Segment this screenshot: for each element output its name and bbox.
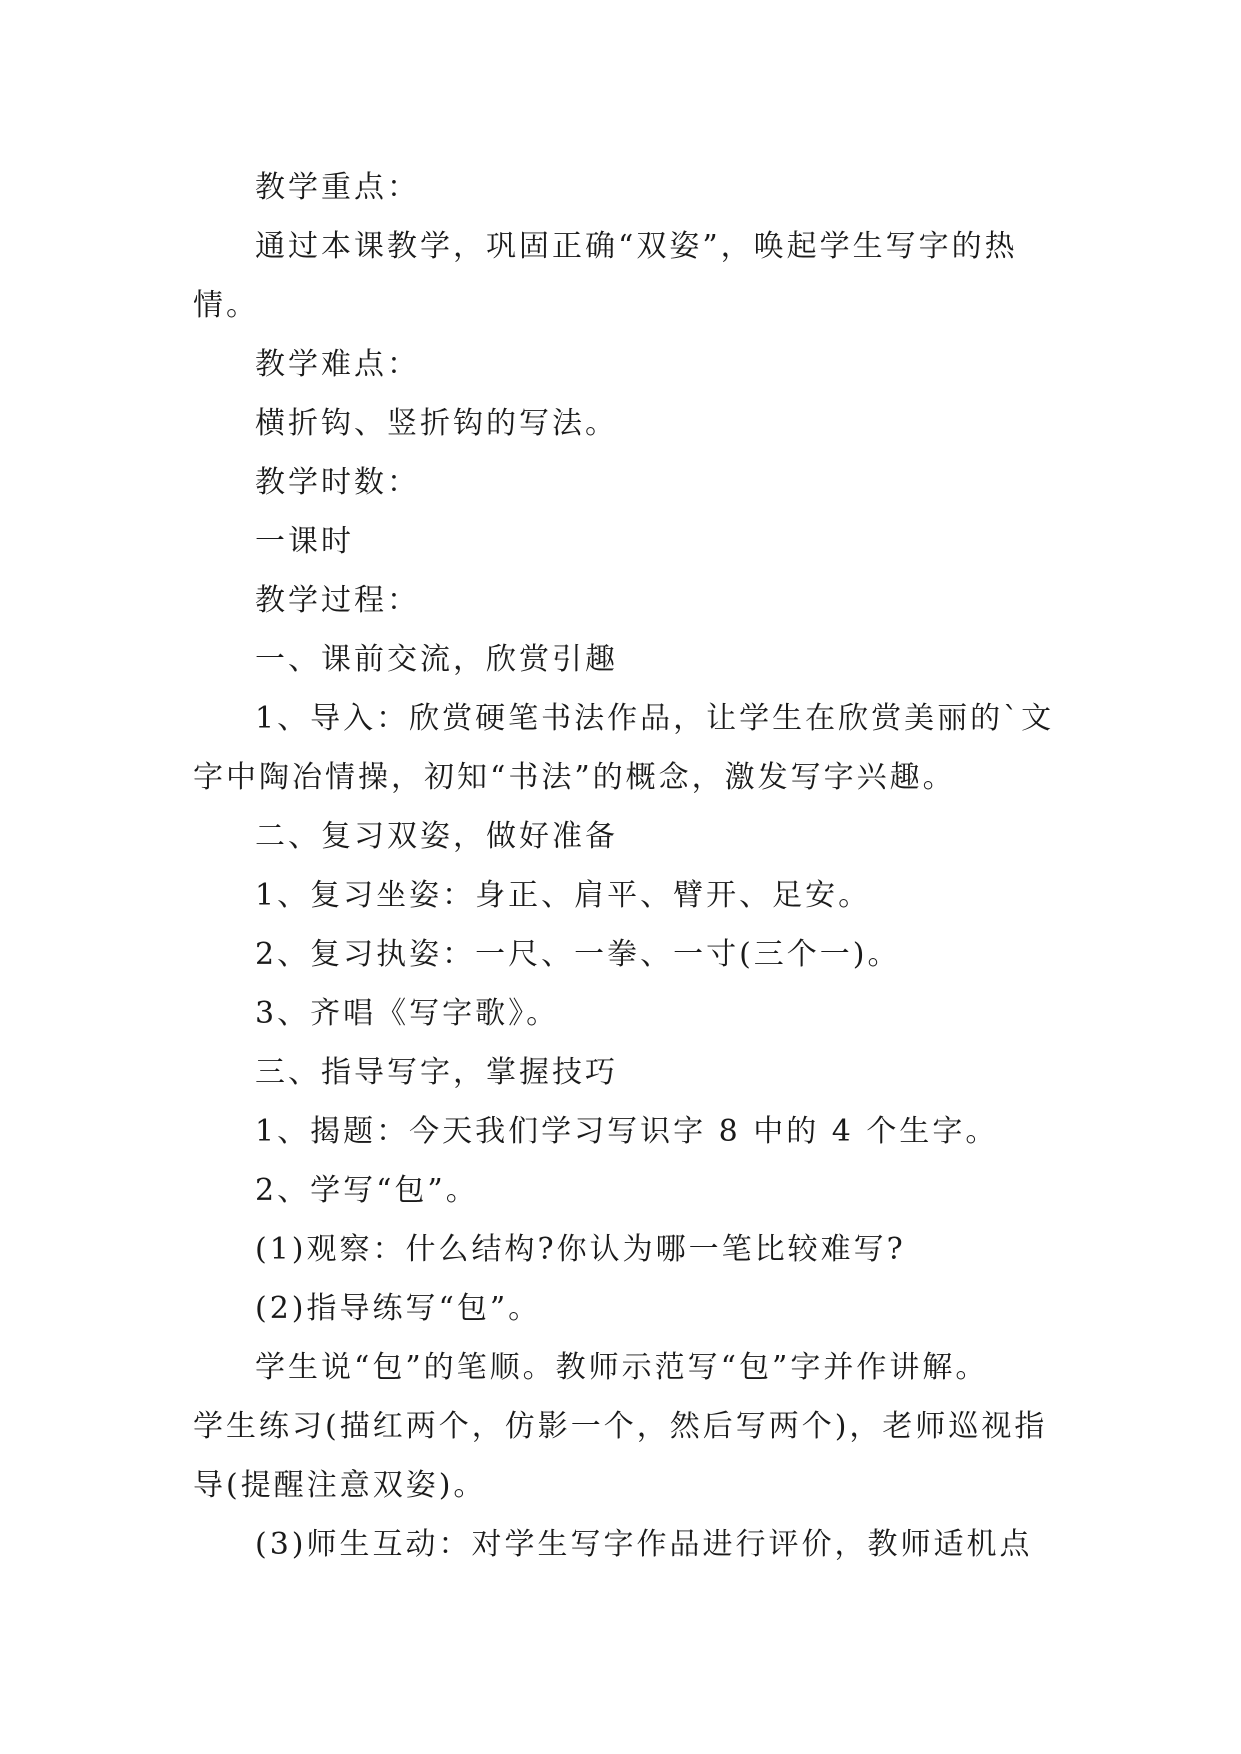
text-line: 2、学写“包”。 (255, 1173, 479, 1208)
paragraph-observe (193, 1220, 1055, 1279)
paragraph-section-three-item-1 (193, 1102, 1055, 1161)
paragraph-student-practice (193, 1338, 1055, 1515)
paragraph-difficulty-text (193, 394, 1055, 453)
text-line: 3、齐唱《写字歌》。 (255, 996, 560, 1031)
text-line: (2)指导练写“包”。 (255, 1291, 542, 1326)
paragraph-hours-heading (193, 453, 1055, 512)
paragraph-process-heading (193, 571, 1055, 630)
paragraph-difficulty-heading (193, 335, 1055, 394)
text-line: 学生练习(描红两个，仿影一个，然后写两个)，老师巡视指 (193, 1409, 1048, 1444)
text-line: 教学时数： (255, 465, 420, 500)
document-body (193, 158, 1055, 1574)
text-line: 学生说“包”的笔顺。教师示范写“包”字并作讲解。 (255, 1350, 989, 1385)
paragraph-section-one-heading (193, 630, 1055, 689)
paragraph-key-point-text (193, 217, 1055, 335)
text-line: (1)观察：什么结构?你认为哪一笔比较难写? (255, 1232, 906, 1267)
paragraph-section-three-heading (193, 1043, 1055, 1102)
text-line: 横折钩、竖折钩的写法。 (255, 406, 618, 441)
paragraph-guide-practice (193, 1279, 1055, 1338)
text-line: 通过本课教学，巩固正确“双姿”，唤起学生写字的热 (255, 229, 1018, 264)
text-line: 教学难点： (255, 347, 420, 382)
text-line: 2、复习执姿：一尺、一拳、一寸(三个一)。 (255, 937, 901, 972)
paragraph-interaction (193, 1515, 1055, 1574)
text-line: 字中陶冶情操，初知“书法”的概念，激发写字兴趣。 (193, 760, 956, 795)
text-line: 情。 (193, 288, 259, 323)
paragraph-key-point-heading (193, 158, 1055, 217)
text-line: 1、复习坐姿：身正、肩平、臂开、足安。 (255, 878, 872, 913)
text-line: (3)师生互动：对学生写字作品进行评价，教师适机点 (255, 1527, 1033, 1562)
text-line: 一课时 (255, 524, 354, 559)
paragraph-section-two-heading (193, 807, 1055, 866)
text-line: 教学重点： (255, 170, 420, 205)
text-line: 一、课前交流，欣赏引趣 (255, 642, 618, 677)
text-line: 教学过程： (255, 583, 420, 618)
paragraph-section-three-item-2 (193, 1161, 1055, 1220)
paragraph-section-two-item-3 (193, 984, 1055, 1043)
text-line: 导(提醒注意双姿)。 (193, 1468, 487, 1503)
text-line: 二、复习双姿，做好准备 (255, 819, 618, 854)
text-line: 1、导入：欣赏硬笔书法作品，让学生在欣赏美丽的`文 (255, 701, 1055, 736)
paragraph-hours-text (193, 512, 1055, 571)
text-line: 三、指导写字，掌握技巧 (255, 1055, 618, 1090)
paragraph-section-one-item-1 (193, 689, 1055, 807)
paragraph-section-two-item-1 (193, 866, 1055, 925)
text-line: 1、揭题：今天我们学习写识字 8 中的 4 个生字。 (255, 1114, 999, 1149)
paragraph-section-two-item-2 (193, 925, 1055, 984)
